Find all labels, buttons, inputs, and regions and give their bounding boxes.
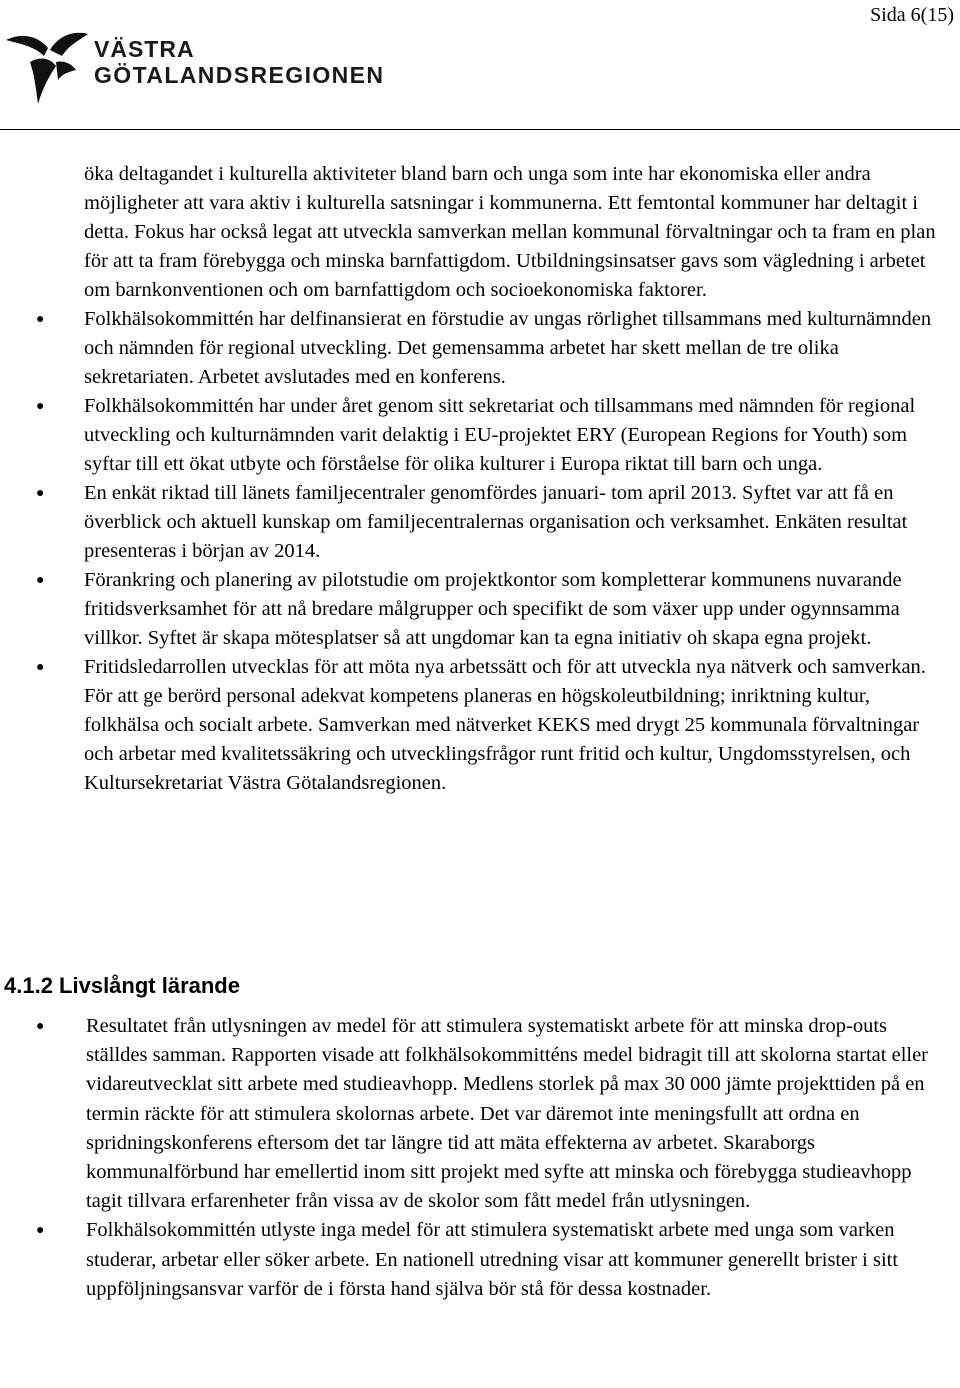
- list-item: [0, 653, 960, 798]
- bullet-icon: ●: [36, 1223, 45, 1239]
- list-item-text: Folkhälsokommittén har delfinansierat en förstudie av ungas rörlighet tillsammans med kulturnämnden och nämnden för regional utveckling. Det gemensamma arbetet har skett mellan de tre olika sekretariaten. Arbetet avslutades med en konferens.: [84, 308, 932, 388]
- list-item-text: Förankring och planering av pilotstudie om projektkontor som kompletterar kommunens nuvarande fritidsverksamhet för att nå bredare målgrupper och specifikt de som växer upp under ogynnsamma villkor. Syftet är skapa mötesplatser så att ungdomar kan ta egna initiativ oh skapa egna projekt.: [84, 569, 902, 649]
- list-item: [0, 566, 960, 653]
- bullet-icon: ●: [36, 399, 45, 414]
- list-item: [0, 1012, 960, 1216]
- logo-text-line1: VÄSTRA: [94, 36, 195, 62]
- list-item: [0, 1216, 960, 1304]
- list-item: [0, 160, 960, 305]
- list-item-text: En enkät riktad till länets familjecentraler genomfördes januari- tom april 2013. Syftet var att få en överblick och aktuell kunskap om familjecentralernas organisation och verksamhet. Enkäten resultat presenteras i början av 2014.: [84, 482, 908, 562]
- lifelong-learning-list: [0, 1012, 960, 1304]
- list-item-text: Resultatet från utlysningen av medel för att stimulera systematiskt arbete för att minska drop-outs ställdes samman. Rapporten visade att folkhälsokommitténs medel bidragit till att skolorna startat eller vidareutvecklat sitt arbete med studieavhopp. Medlens storlek på max 30 000 jämte projekttiden på en termin räckte för att stimulera skolornas arbete. Det var däremot inte meningsfullt att ordna en spridningskonferens eftersom det tar längre tid att mäta effekterna av arbetet. Skaraborgs kommunalförbund har emellertid inom sitt projekt med syfte att minska och förebygga studieavhopp tagit tillvara erfarenheter från vissa av de skolor som fått medel från utlysningen.: [86, 1015, 929, 1213]
- list-item: [0, 479, 960, 566]
- logo-swan-icon: [4, 26, 90, 108]
- list-item-text: Folkhälsokommittén utlyste inga medel för att stimulera systematiskt arbete med unga som varken studerar, arbetar eller söker arbete. En nationell utredning visar att kommuner generellt brister i sitt uppföljningsansvar varför de i första hand själva bör stå för dessa kostnader.: [86, 1219, 899, 1300]
- list-item-text: öka deltagandet i kulturella aktiviteter bland barn och unga som inte har ekonomiska eller andra möjligheter att vara aktiv i kulturella satsningar i kommunerna. Ett femtontal kommuner har deltagit i detta. Fokus har också legat att utveckla samverkan mellan kommunal förvaltningar och ta fram en plan för att ta fram förebygga och minska barnfattigdom. Utbildningsinsatser gavs som vägledning i arbetet om barnkonventionen och om barnfattigdom och socioekonomiska faktorer.: [84, 163, 936, 301]
- list-item-text: Folkhälsokommittén har under året genom sitt sekretariat och tillsammans med nämnden för regional utveckling och kulturnämnden varit delaktig i EU-projektet ERY (European Regions for Youth) som syftar till ett ökat utbyte och förståelse för olika kulturer i Europa riktat till barn och unga.: [84, 395, 916, 475]
- page-number: Sida 6(15): [870, 4, 954, 26]
- activity-list: [0, 160, 960, 798]
- bullet-icon: ●: [36, 486, 45, 501]
- bullet-icon: ●: [36, 660, 45, 675]
- list-item: [0, 305, 960, 392]
- list-item: [0, 392, 960, 479]
- list-item-text: Fritidsledarrollen utvecklas för att möta nya arbetssätt och för att utveckla nya nätverk och samverkan. För att ge berörd personal adekvat kompetens planeras en högskoleutbildning; inriktning kultur, folkhälsa och socialt arbete. Samverkan med nätverket KEKS med drygt 25 kommunala förvaltningar och arbetar med kvalitetssäkring och utvecklingsfrågor runt fritid och kultur, Ungdomsstyrelsen, och Kultursekretariat Västra Götalandsregionen.: [84, 656, 926, 794]
- bullet-icon: ●: [36, 1019, 45, 1034]
- vastra-gotalandsregionen-logo: [0, 24, 400, 108]
- header-divider: [0, 129, 960, 130]
- bullet-icon: ●: [36, 573, 45, 588]
- logo-text-line2: GÖTALANDSREGIONEN: [94, 62, 385, 88]
- bullet-icon: ●: [36, 312, 45, 327]
- section-heading: 4.1.2 Livslångt lärande: [4, 973, 240, 998]
